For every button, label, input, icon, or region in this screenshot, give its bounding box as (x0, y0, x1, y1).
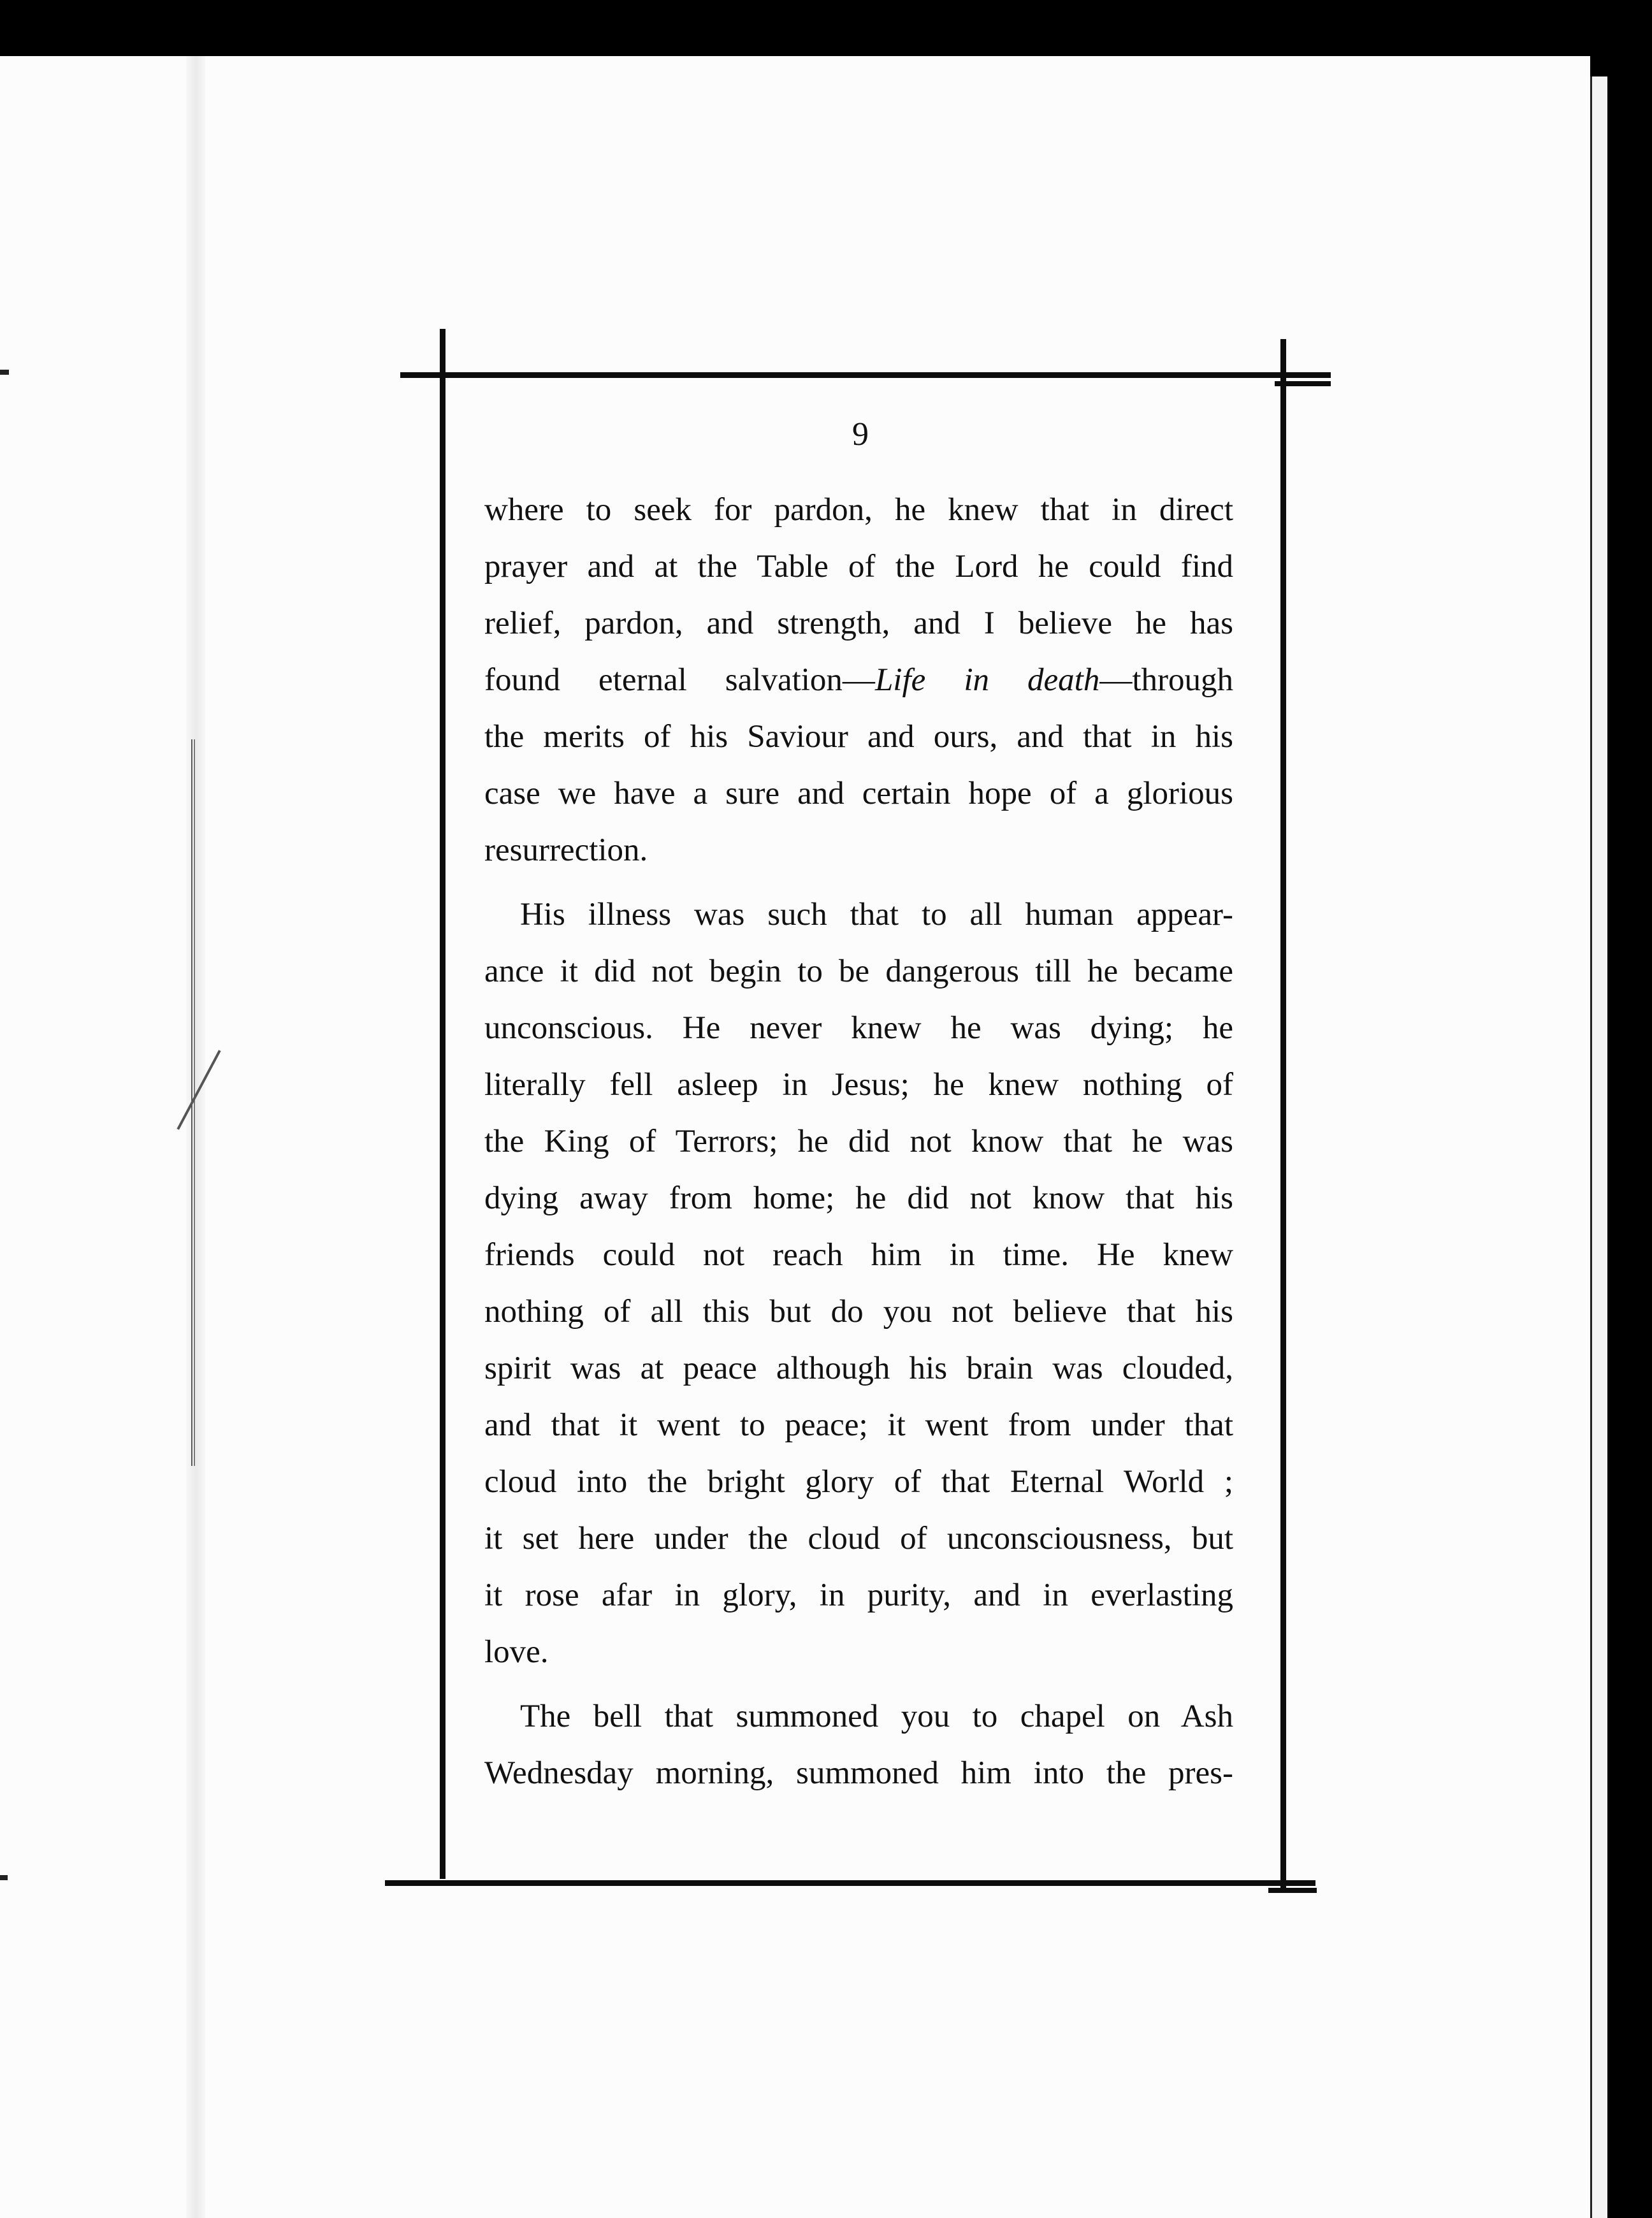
text-line: case we have a sure and certain hope of a glorious (484, 776, 1233, 811)
text-line: love. (484, 1634, 549, 1670)
paragraph-2 (484, 887, 1233, 1681)
frame-bottom-rule (385, 1880, 1315, 1886)
text-line: the King of Terrors; he did not know that he was (484, 1124, 1233, 1159)
text-segment: found eternal salvation— (484, 662, 875, 698)
text-line: cloud into the bright glory of that Eternal World ; (484, 1464, 1233, 1500)
paragraph-3 (484, 1688, 1233, 1802)
frame-top-rule (400, 372, 1331, 378)
text-line: unconscious. He never knew he was dying; he (484, 1010, 1233, 1046)
text-line: resurrection. (484, 832, 648, 868)
text-line: literally fell asleep in Jesus; he knew nothing of (484, 1067, 1233, 1103)
paragraph-1 (484, 482, 1233, 879)
text-line: His illness was such that to all human appear- (520, 897, 1233, 932)
text-line: and that it went to peace; it went from under that (484, 1407, 1233, 1443)
page-number: 9 (852, 416, 869, 453)
text-line: it rose afar in glory, in purity, and in everlasting (484, 1577, 1233, 1613)
text-line: The bell that summoned you to chapel on Ash (520, 1699, 1233, 1734)
frame-left-rule (440, 329, 446, 1879)
text-line: dying away from home; he did not know that his (484, 1180, 1233, 1216)
text-line: spirit was at peace although his brain was clouded, (484, 1351, 1233, 1386)
text-line: nothing of all this but do you not believe that his (484, 1294, 1233, 1330)
frame-right-rule (1280, 339, 1286, 1889)
body-text (484, 482, 1233, 1802)
italic-phrase: Life in death (874, 662, 1100, 698)
text-line-with-emphasis (484, 652, 1233, 709)
text-line: ance it did not begin to be dangerous till he became (484, 953, 1233, 989)
text-line: where to seek for pardon, he knew that in direct (484, 492, 1233, 528)
text-line: Wednesday morning, summoned him into the pres- (484, 1755, 1233, 1791)
text-segment: —through (1099, 662, 1233, 698)
left-edge-mark-top (0, 370, 9, 375)
left-edge-mark-bottom (0, 1875, 8, 1880)
gutter-shadow (186, 56, 205, 2218)
text-line: it set here under the cloud of unconsciousness, but (484, 1521, 1233, 1556)
text-line: the merits of his Saviour and ours, and that in his (484, 719, 1233, 755)
frame-bottom-right-extension (1268, 1888, 1317, 1893)
text-line: prayer and at the Table of the Lord he could find (484, 549, 1233, 584)
frame-top-left-extension (400, 372, 438, 378)
page-edge (1590, 76, 1607, 2218)
text-line: relief, pardon, and strength, and I believe he has (484, 605, 1233, 641)
text-line: friends could not reach him in time. He knew (484, 1237, 1233, 1273)
